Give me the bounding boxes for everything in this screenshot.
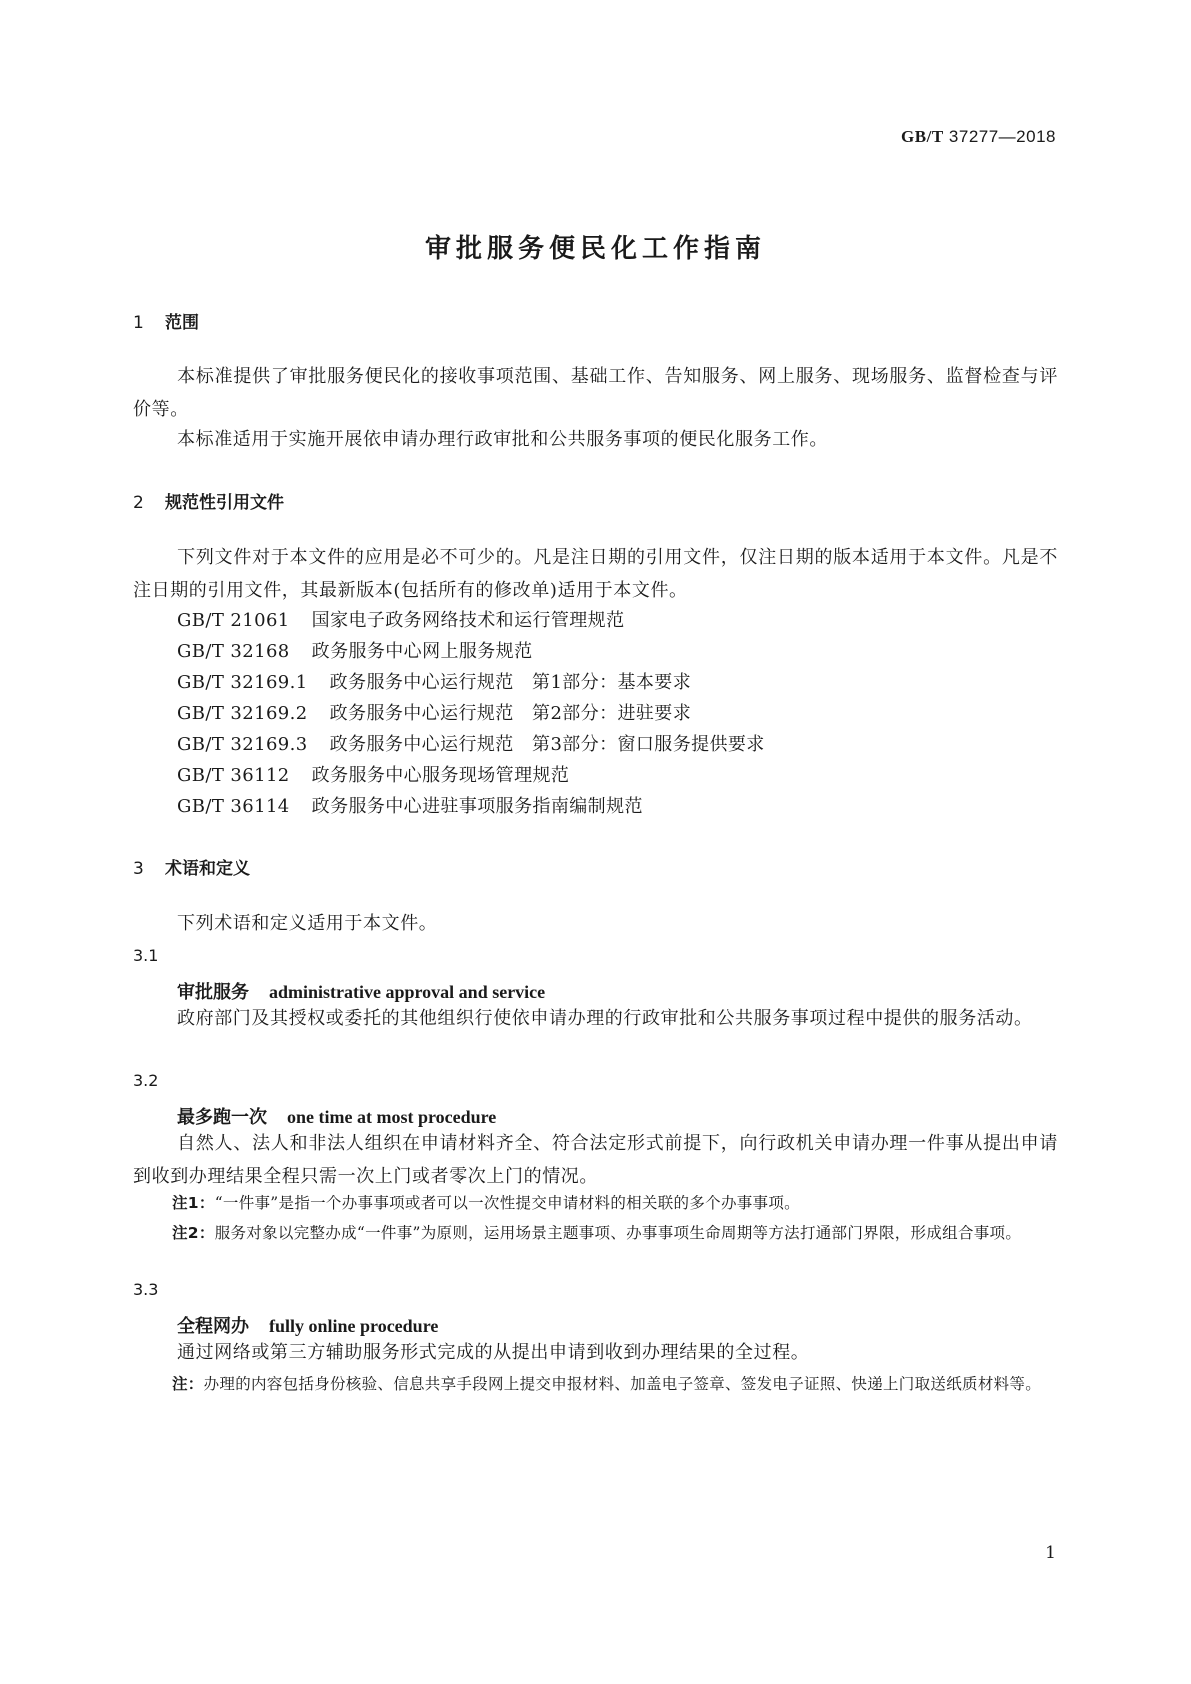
- note-label: 注2：: [172, 1224, 215, 1242]
- reference-item: GB/T 21061 国家电子政务网络技术和运行管理规范: [177, 610, 625, 631]
- reference-item: GB/T 32168 政务服务中心网上服务规范: [177, 641, 533, 662]
- section-number: 3: [133, 859, 144, 879]
- paragraph: 本标准提供了审批服务便民化的接收事项范围、基础工作、告知服务、网上服务、现场服务、监督检查与评价等。: [133, 366, 1058, 420]
- section-title: 范围: [165, 313, 199, 333]
- term-definition: 政府部门及其授权或委托的其他组织行使依申请办理的行政审批和公共服务事项过程中提供的服务活动。: [177, 1008, 1033, 1029]
- paragraph: 本标准适用于实施开展依申请办理行政审批和公共服务事项的便民化服务工作。: [177, 429, 828, 450]
- note: [172, 1219, 1060, 1248]
- term-zh: 审批服务: [177, 982, 249, 1003]
- code-prefix: GB/T: [901, 127, 944, 146]
- note: [172, 1189, 1060, 1218]
- term-number: 3.2: [133, 1071, 159, 1090]
- term-en: one time at most procedure: [287, 1107, 497, 1127]
- note-text: “一件事”是指一个办事事项或者可以一次性提交申请材料的相关联的多个办事事项。: [214, 1194, 800, 1212]
- term-en: fully online procedure: [269, 1316, 439, 1336]
- reference-item: GB/T 36112 政务服务中心服务现场管理规范: [177, 765, 570, 786]
- code-number: 37277—2018: [948, 127, 1056, 146]
- reference-item: GB/T 32169.3 政务服务中心运行规范 第3部分：窗口服务提供要求: [177, 734, 765, 755]
- term-heading: [177, 1312, 438, 1338]
- page-number: 1: [1045, 1543, 1056, 1563]
- section-number: 1: [133, 313, 144, 333]
- section-1-heading: [133, 308, 199, 333]
- note: [172, 1370, 1060, 1399]
- note-text: 办理的内容包括身份核验、信息共享手段网上提交申报材料、加盖电子签章、签发电子证照、快递上门取送纸质材料等。: [203, 1375, 1042, 1393]
- document-title: 审批服务便民化工作指南: [424, 234, 766, 264]
- term-heading: [177, 978, 545, 1004]
- section-3-heading: [133, 854, 250, 879]
- term-number: 3.3: [133, 1280, 159, 1299]
- term-zh: 全程网办: [177, 1316, 249, 1337]
- term-definition: 通过网络或第三方辅助服务形式完成的从提出申请到收到办理结果的全过程。: [177, 1342, 810, 1363]
- note-label: 注1：: [172, 1194, 215, 1212]
- term-definition: 自然人、法人和非法人组织在申请材料齐全、符合法定形式前提下，向行政机关申请办理一件事从提出申请到收到办理结果全程只需一次上门或者零次上门的情况。: [133, 1133, 1058, 1187]
- reference-item: GB/T 32169.1 政务服务中心运行规范 第1部分：基本要求: [177, 672, 692, 693]
- paragraph: 下列文件对于本文件的应用是必不可少的。凡是注日期的引用文件，仅注日期的版本适用于本文件。凡是不注日期的引用文件，其最新版本(包括所有的修改单)适用于本文件。: [133, 547, 1058, 601]
- section-number: 2: [133, 493, 144, 513]
- section-title: 规范性引用文件: [165, 493, 284, 513]
- standard-code: [901, 127, 1056, 147]
- term-zh: 最多跑一次: [177, 1107, 267, 1128]
- reference-item: GB/T 32169.2 政务服务中心运行规范 第2部分：进驻要求: [177, 703, 692, 724]
- note-label: 注：: [172, 1375, 204, 1393]
- note-text: 服务对象以完整办成“一件事”为原则，运用场景主题事项、办事事项生命周期等方法打通部门界限，形成组合事项。: [214, 1224, 1022, 1242]
- section-title: 术语和定义: [165, 859, 250, 879]
- paragraph: 下列术语和定义适用于本文件。: [177, 913, 438, 934]
- term-number: 3.1: [133, 946, 159, 965]
- reference-item: GB/T 36114 政务服务中心进驻事项服务指南编制规范: [177, 796, 643, 817]
- term-en: administrative approval and service: [269, 982, 546, 1002]
- section-2-heading: [133, 488, 284, 513]
- term-heading: [177, 1103, 496, 1129]
